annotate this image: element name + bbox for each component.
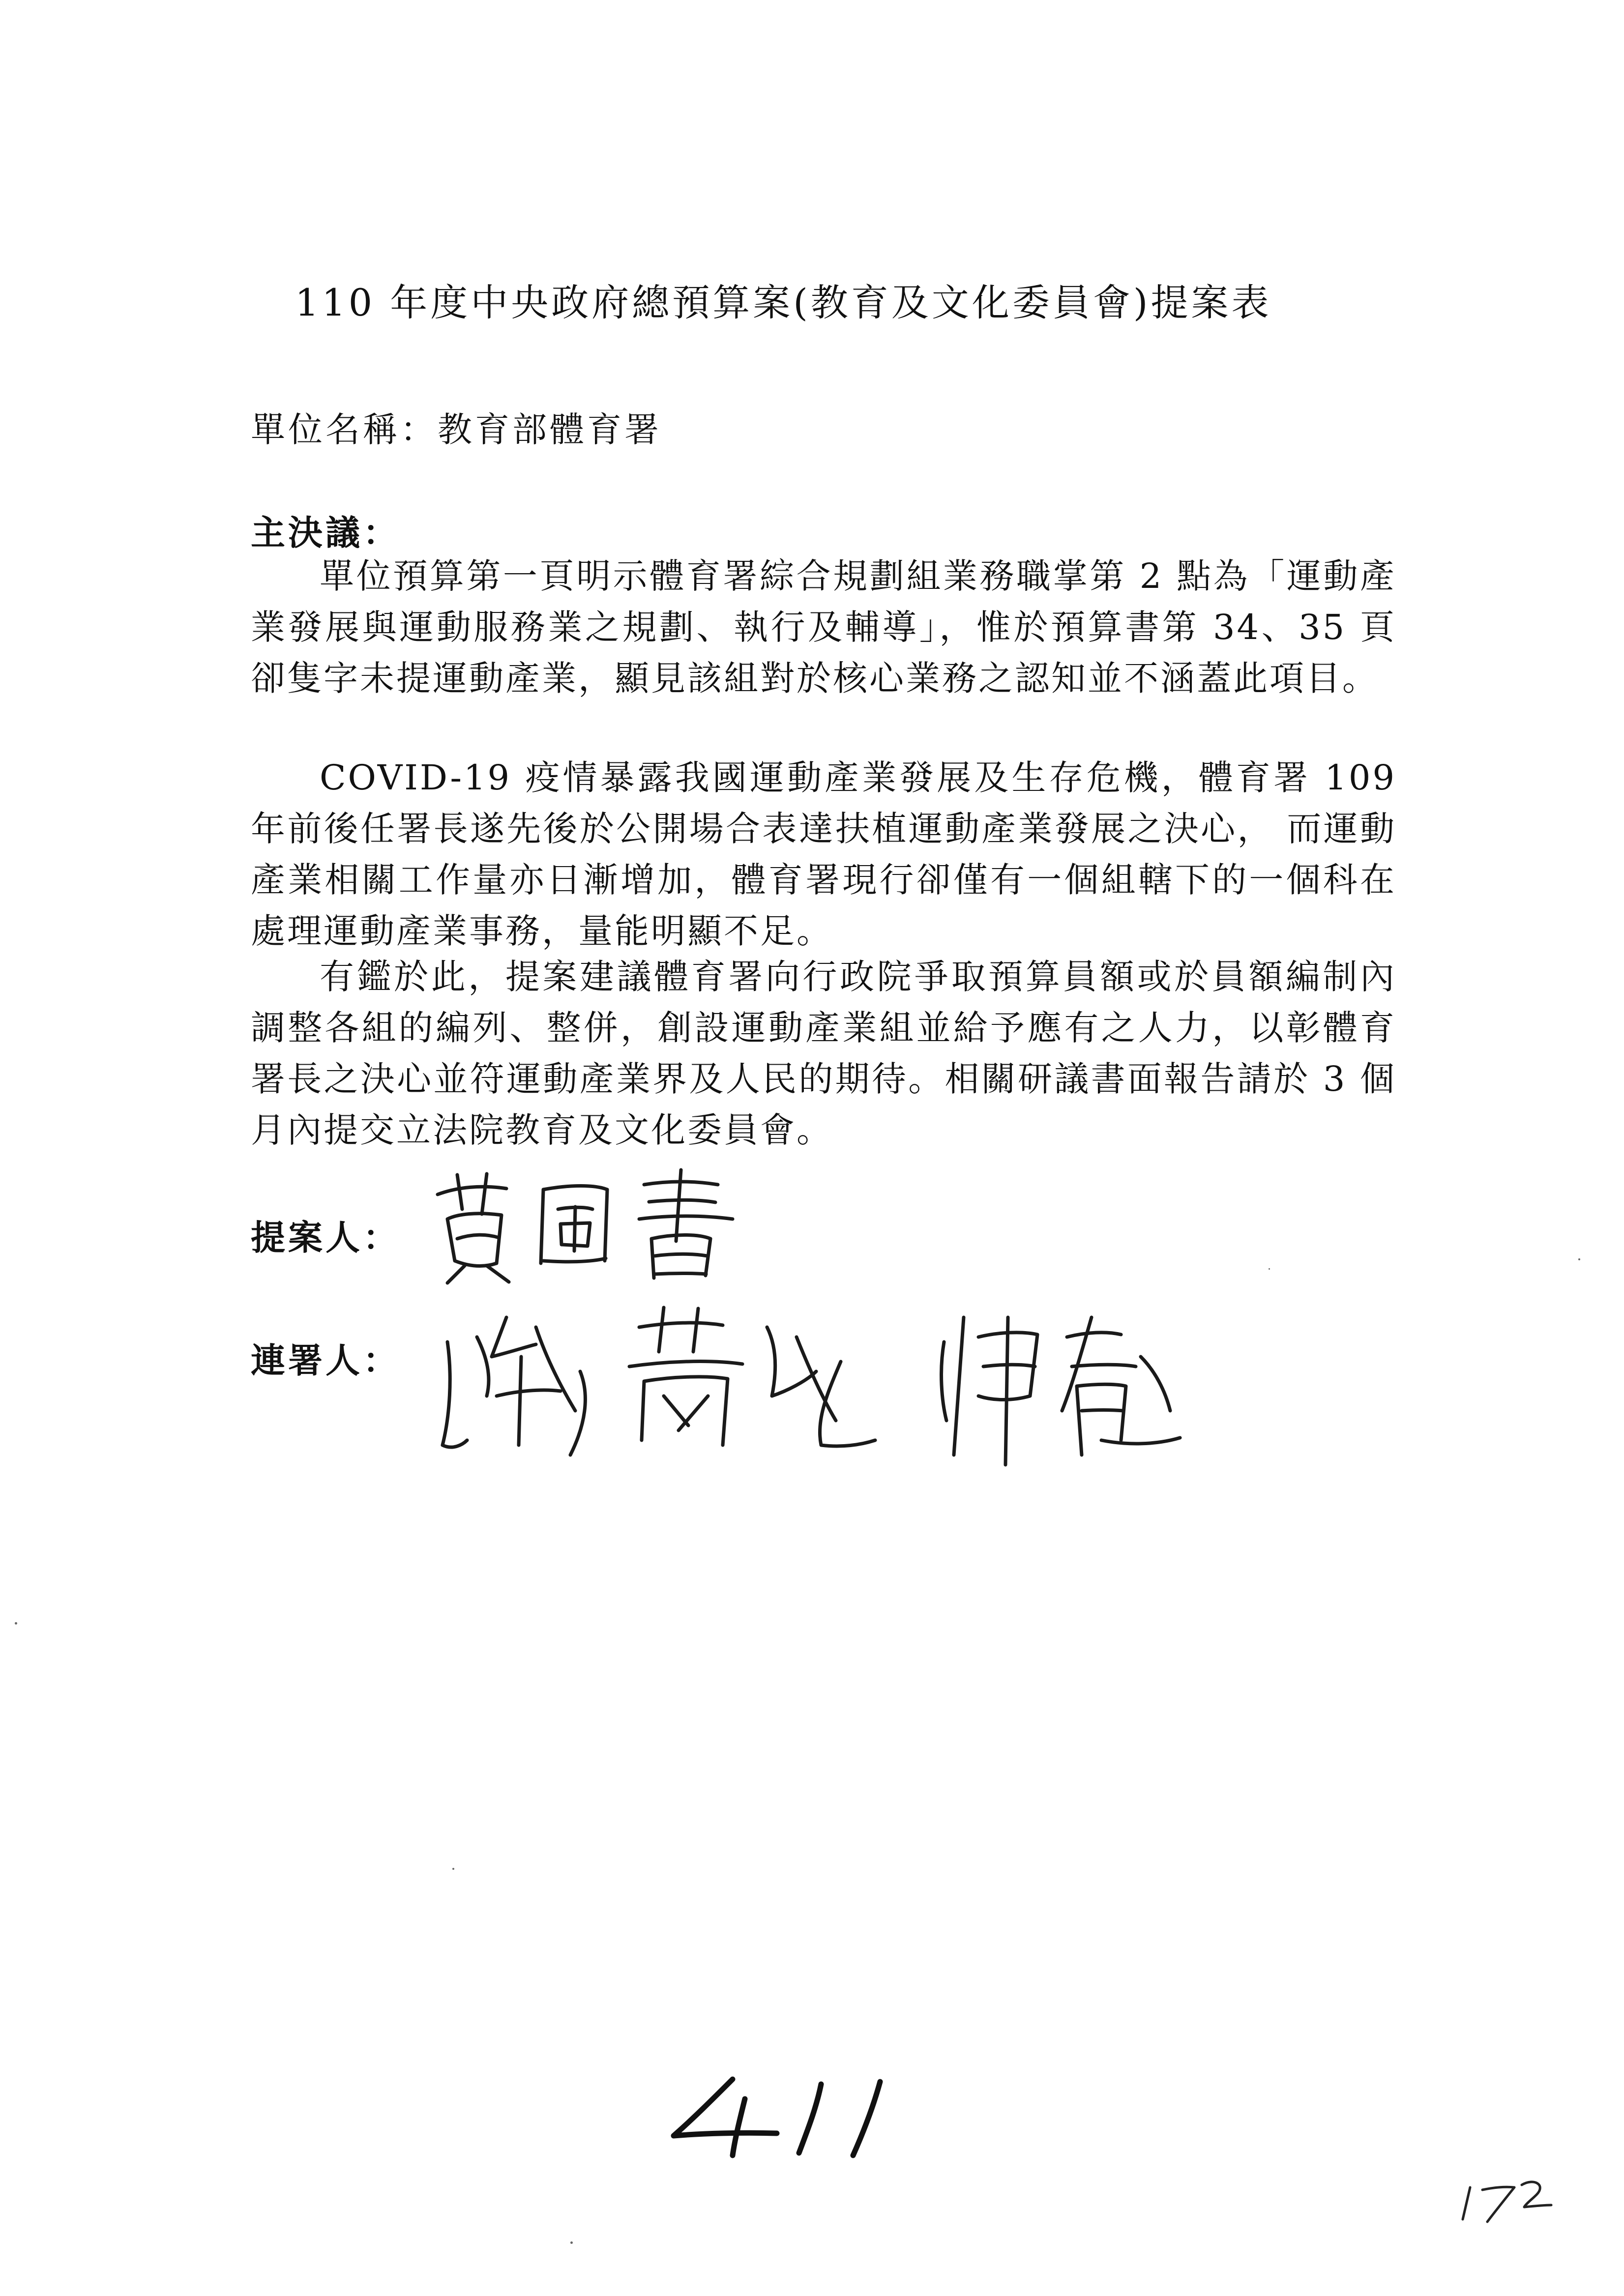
scan-speck: [1269, 1268, 1270, 1270]
cosigners-label: 連署人：: [251, 1340, 400, 1381]
handwritten-page-number: [659, 2069, 895, 2168]
cosigner-signatures: [433, 1298, 1210, 1475]
proposer-label: 提案人：: [251, 1217, 400, 1258]
resolution-paragraph-3: 有鑑於此，提案建議體育署向行政院爭取預算員額或於員額編制內調整各組的編列、整併，創設運動產業組並給予應有之人力，以彰體育署長之決心並符運動產業界及人民的期待。相關研議書面報告請於 3 個月內提交立法院教育及文化委員會。: [251, 957, 1396, 1150]
handwritten-corner-number: [1455, 2173, 1554, 2227]
unit-name-line: 單位名稱：教育部體育署: [251, 409, 662, 450]
proposer-signature: [428, 1160, 742, 1288]
scan-speck: [15, 1622, 17, 1625]
main-resolution-heading: 主決議：: [251, 512, 400, 553]
scan-speck: [570, 2241, 573, 2244]
scan-speck: [452, 1868, 454, 1870]
scan-speck: [1578, 1258, 1580, 1260]
resolution-paragraph-1: 單位預算第一頁明示體育署綜合規劃組業務職掌第 2 點為「運動產業發展與運動服務業之規劃、執行及輔導」，惟於預算書第 34、35 頁卻隻字未提運動產業，顯見該組對於核心業務之認知並不涵蓋此項目。: [251, 556, 1396, 698]
resolution-paragraph-2: COVID-19 疫情暴露我國運動產業發展及生存危機，體育署 109 年前後任署長遂先後於公開場合表達扶植運動產業發展之決心， 而運動產業相關工作量亦日漸增加，體育署現行卻僅有一個組轄下的一個科在處理運動產業事務，量能明顯不足。: [251, 757, 1396, 951]
document-title: 110 年度中央政府總預算案(教育及文化委員會)提案表: [295, 281, 1272, 324]
